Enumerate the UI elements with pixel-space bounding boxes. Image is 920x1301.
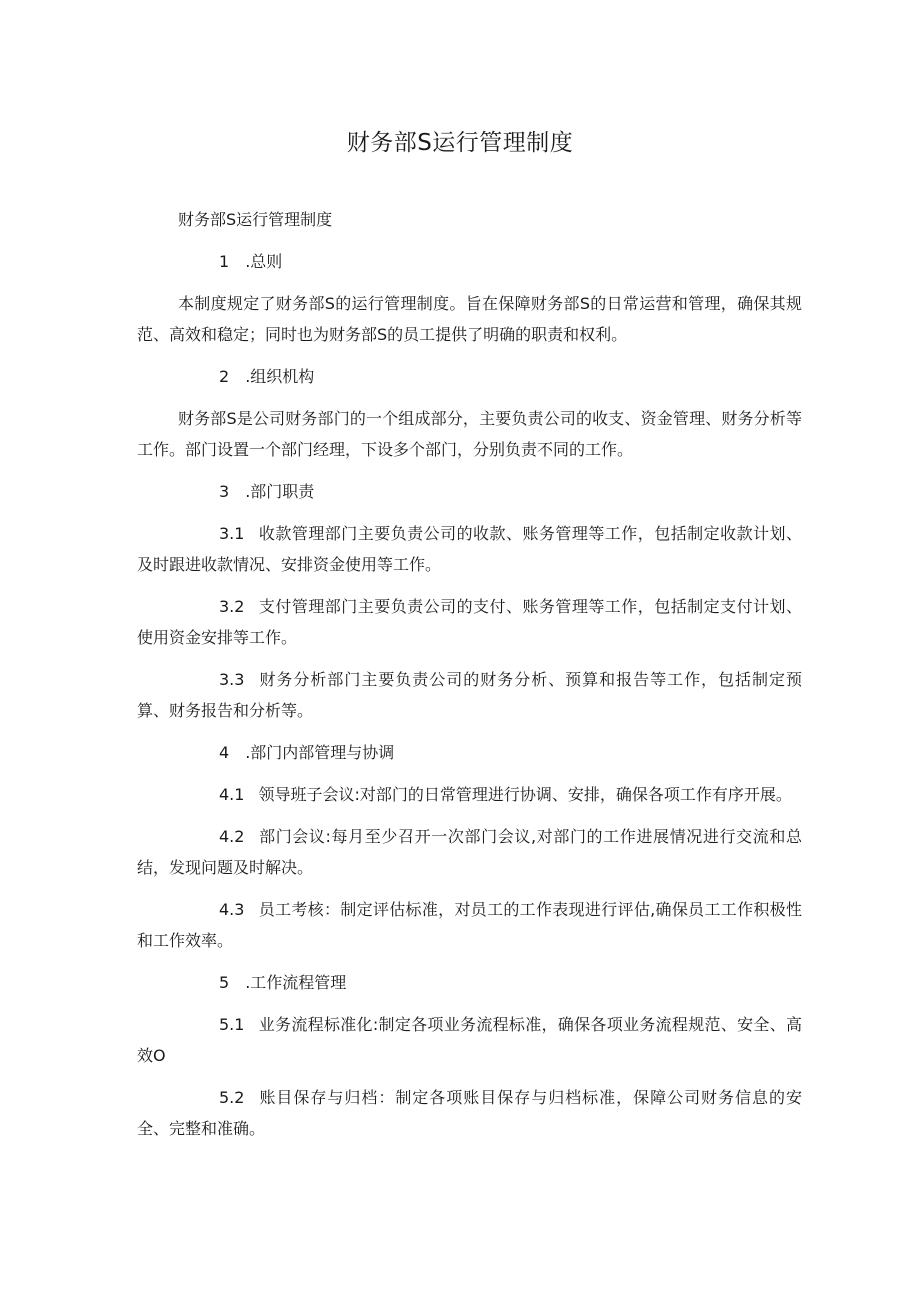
paragraph-text: 领导班子会议:对部门的日常管理进行协调、安排，确保各项工作有序开展。 — [258, 785, 792, 804]
paragraph-text: .部门内部管理与协调 — [245, 743, 395, 762]
paragraph-text: 财务分析部门主要负责公司的财务分析、预算和报告等工作，包括制定预算、财务报告和分析等。 — [137, 670, 802, 720]
paragraph-text: 财务部S运行管理制度 — [178, 210, 333, 229]
paragraph-text: .部门职责 — [245, 482, 315, 501]
numbered-paragraph — [137, 967, 802, 998]
paragraph-text: 本制度规定了财务部S的运行管理制度。旨在保障财务部S的日常运营和管理，确保其规范、高效和稳定；同时也为财务部S的员工提供了明确的职责和权利。 — [137, 294, 802, 344]
section-number: 3.3 — [219, 670, 245, 689]
paragraph-text: 支付管理部门主要负责公司的支付、账务管理等工作，包括制定支付计划、使用资金安排等工作。 — [137, 597, 802, 647]
numbered-paragraph — [137, 518, 802, 580]
numbered-paragraph — [137, 361, 802, 392]
section-number: 3.1 — [219, 524, 245, 543]
section-number: 4.3 — [219, 900, 245, 919]
section-number: 1 — [219, 252, 230, 271]
numbered-paragraph — [137, 737, 802, 768]
section-number: 4.1 — [219, 785, 245, 804]
section-number: 4 — [219, 743, 230, 762]
numbered-paragraph — [137, 821, 802, 883]
paragraph-text: 账目保存与归档：制定各项账目保存与归档标准，保障公司财务信息的安全、完整和准确。 — [137, 1088, 802, 1138]
numbered-paragraph — [137, 1082, 802, 1144]
numbered-paragraph — [137, 476, 802, 507]
document-body — [137, 204, 802, 1155]
paragraph-text: .总则 — [245, 252, 283, 271]
paragraph-text: .工作流程管理 — [245, 973, 347, 992]
numbered-paragraph — [137, 664, 802, 726]
numbered-paragraph — [137, 779, 802, 810]
numbered-paragraph — [137, 246, 802, 277]
numbered-paragraph — [137, 894, 802, 956]
section-number: 4.2 — [219, 827, 245, 846]
document-title: 财务部S运行管理制度 — [346, 130, 574, 156]
section-number: 5 — [219, 973, 230, 992]
section-number: 2 — [219, 367, 230, 386]
paragraph-text: 部门会议:每月至少召开一次部门会议,对部门的工作进展情况进行交流和总结，发现问题及时解决。 — [137, 827, 802, 877]
paragraph — [137, 288, 802, 350]
section-number: 5.1 — [219, 1015, 245, 1034]
numbered-paragraph — [137, 591, 802, 653]
paragraph-text: 员工考核：制定评估标准，对员工的工作表现进行评估,确保员工工作积极性和工作效率。 — [137, 900, 802, 950]
section-number: 3.2 — [219, 597, 245, 616]
numbered-paragraph — [137, 1009, 802, 1071]
paragraph — [137, 403, 802, 465]
section-number: 3 — [219, 482, 230, 501]
paragraph-text: 财务部S是公司财务部门的一个组成部分，主要负责公司的收支、资金管理、财务分析等工作。部门设置一个部门经理，下设多个部门，分别负责不同的工作。 — [137, 409, 802, 459]
section-number: 5.2 — [219, 1088, 245, 1107]
paragraph-text: 收款管理部门主要负责公司的收款、账务管理等工作，包括制定收款计划、及时跟进收款情况、安排资金使用等工作。 — [137, 524, 802, 574]
paragraph-text: .组织机构 — [245, 367, 315, 386]
paragraph — [137, 204, 802, 235]
paragraph-text: 业务流程标准化:制定各项业务流程标准，确保各项业务流程规范、安全、高效O — [137, 1015, 802, 1065]
